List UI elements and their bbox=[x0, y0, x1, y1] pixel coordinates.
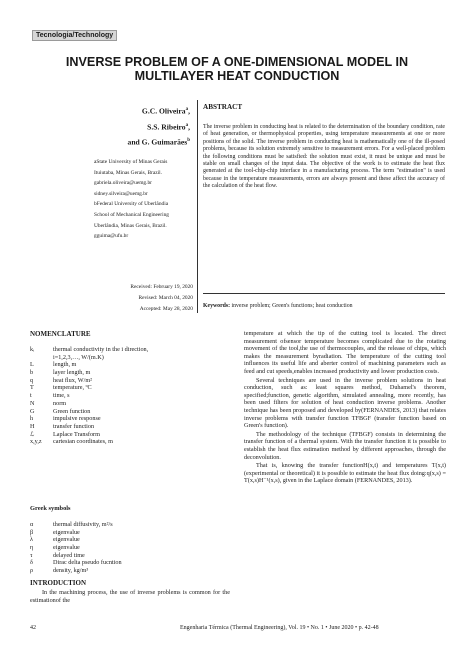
nomenclature-row: b layer length, m bbox=[30, 369, 91, 377]
keywords-text: inverse problem; Green's functions; heat conduction bbox=[231, 303, 353, 309]
body-paragraph: Several techniques are used in the inverse problem solutions in heat conduction, such as: least squares method, Duhamel's theorem, specified;function, genetic algorithm, simulated annealing, more recently, has been used filters for solution of heat conduction inverse problems. Another technique has been proposed and developed by(FERNANDES, 2013) that relates inverse problems with transfer function TFBGF (transfer function based on Green's function). bbox=[244, 376, 446, 430]
vertical-divider bbox=[197, 100, 198, 313]
affiliation-email: sidney.silveira@uemg.br bbox=[94, 190, 148, 197]
title-line-1: INVERSE PROBLEM OF A ONE-DIMENSIONAL MODEL IN bbox=[65, 55, 409, 69]
body-paragraph: That is, knowing the transfer functionH(x,t) and temperatures T(x,t) (experimental or theoretical) it is possible to estimate the heat flux doing:q(x,s) = T(x,s)H⁻¹(x,s), given in the Laplace domain (FERNANDES, 2013). bbox=[244, 462, 446, 485]
page-number: 42 bbox=[30, 625, 36, 631]
author-3: and G. Guimarães$^b$ bbox=[127, 137, 190, 147]
nomenclature-row: G Green function bbox=[30, 407, 91, 415]
nomenclature-row: h impulsive response bbox=[30, 415, 101, 423]
greek-symbols-list bbox=[30, 521, 230, 575]
body-paragraph: temperature at which the tip of the cutting tool is located. The direct measurement ofsensor temperature becomes complicated due to the rotating movement of the tool,the use of thermocouples, and the release of chips, which makes the measurement byradiation. The temperature of the cutting tool influences its useful life and aberter control of machining parameters such as feed and cut speeds,enables increased productivity and lower production costs. bbox=[244, 330, 446, 375]
greek-symbols-heading: Greek symbols bbox=[30, 505, 71, 512]
abstract-text: The inverse problem in conducting heat is related to the determination of the boundary condition, rate of heat generation, or thermophysical properties, using temperature measurements at one or more positions of the solid. The inverse problem in conducting heat is mathematically one of the ill-posed problems, because its solution extremely sensitive to measurement errors. For a well-placed problem the following conditions must be satisfied: the solution must exist, it must be unique and must be stable on small changes of the input data. The objective of the work is to estimate the heat flux generated at the tool-chip-chip interface in a manufacturing process. The term "estimation" is used because in the temperature measurements, errors are always present and these affect the accuracy of the calculation of the heat flow. bbox=[203, 124, 445, 190]
affiliation-line: Ituiutaba, Minas Gerais, Brazil. bbox=[94, 169, 162, 176]
affiliation-email: gabriela.oliveira@uemg.br bbox=[94, 180, 152, 187]
introduction-text: In the machining process, the use of inverse problems is common for the estimationof the bbox=[30, 589, 230, 604]
introduction-heading: INTRODUCTION bbox=[30, 579, 87, 587]
author-2: S.S. Ribeiro$^a$, bbox=[147, 122, 190, 132]
nomenclature-row: q heat flux, W/m² bbox=[30, 376, 93, 384]
nomenclature-row: H transfer function bbox=[30, 422, 95, 430]
accepted-date: Accepted: May 28, 2020 bbox=[139, 305, 193, 312]
received-date: Received: February 19, 2020 bbox=[130, 284, 193, 290]
affiliation-line: School of Mechanical Engineering bbox=[94, 211, 169, 218]
keywords-divider bbox=[203, 293, 445, 294]
affiliation-line: bFederal University of Uberlândia bbox=[94, 201, 169, 208]
greek-row: τ delayed time bbox=[30, 551, 85, 559]
greek-row: δ Dirac delta pseudo fucntion bbox=[30, 559, 122, 567]
journal-footer: Engenharia Térmica (Thermal Engineering), Vol. 19 • No. 1 • June 2020 • p. 42-48 bbox=[180, 625, 379, 631]
nomenclature-heading: NOMENCLATURE bbox=[30, 330, 91, 338]
submission-dates bbox=[60, 282, 193, 314]
affiliation-line: Uberlândia, Minas Gerais, Brazil. bbox=[94, 222, 167, 229]
paper-title bbox=[30, 55, 444, 83]
author-list bbox=[70, 103, 190, 150]
nomenclature-row: L length, m bbox=[30, 361, 77, 369]
greek-row: ρ density, kg/m³ bbox=[30, 567, 89, 575]
section-tag: Tecnologia/Technology bbox=[32, 30, 117, 41]
title-line-2: MULTILAYER HEAT CONDUCTION bbox=[134, 69, 340, 83]
nomenclature-list bbox=[30, 346, 230, 446]
affiliation-email: gguima@ufu.br bbox=[94, 233, 129, 240]
keywords-label: Keywords: bbox=[203, 303, 231, 309]
greek-row: α thermal diffusivity, m²/s bbox=[30, 521, 113, 528]
greek-row: β eigenvalue bbox=[30, 528, 80, 536]
nomenclature-row: N norm bbox=[30, 399, 67, 407]
nomenclature-row: t time, s bbox=[30, 392, 70, 400]
nomenclature-row: x,y,z cartesian coordinates, m bbox=[30, 438, 113, 446]
author-1: G.C. Oliveira$^a$, bbox=[141, 106, 190, 116]
revised-date: Revised: March 04, 2020 bbox=[138, 294, 193, 301]
body-paragraph: The methodology of the technique (TFBGF) consists in determining the transfer function of a thermal system. With the transfer function it is possible to establish the heat flux estimation method by different approaches, through the deconvolution. bbox=[244, 430, 446, 461]
right-column-body bbox=[244, 330, 446, 486]
affiliation-line: aState University of Minas Gerais bbox=[94, 159, 168, 165]
greek-row: λ eigenvalue bbox=[30, 536, 80, 544]
nomenclature-row: T temperature, ºC bbox=[30, 384, 92, 392]
keywords bbox=[203, 303, 445, 309]
greek-row: η eigenvalue bbox=[30, 544, 80, 552]
abstract-heading: ABSTRACT bbox=[203, 103, 243, 111]
nomenclature-row: ℒ Laplace Transform bbox=[30, 430, 100, 438]
nomenclature-row: i=1,2,3,…, W/(m.K) bbox=[53, 353, 104, 361]
affiliations bbox=[94, 157, 194, 242]
nomenclature-row: kᵢ thermal conductivity in the i direction, bbox=[30, 346, 149, 353]
